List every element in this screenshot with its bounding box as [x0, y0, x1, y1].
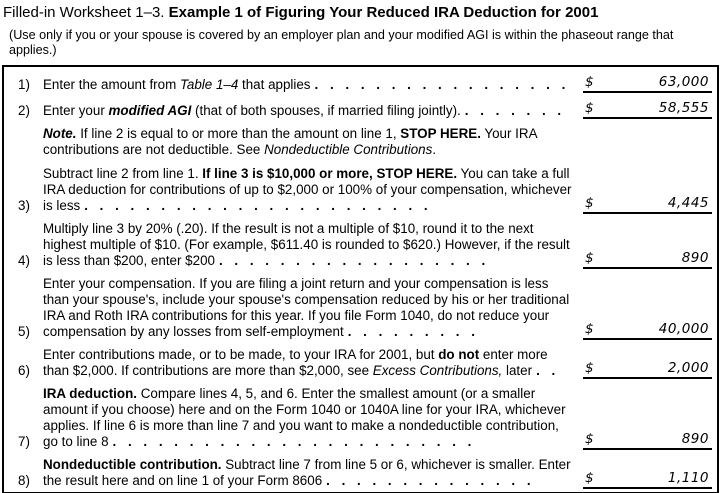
line-text [43, 457, 583, 489]
dot-leader: . . . . . . . . . . . . . . . . . . . . . . . . [112, 434, 474, 449]
amount-value: 4,445 [667, 195, 709, 211]
dollar-sign: $ [585, 74, 595, 90]
dollar-sign: $ [585, 321, 595, 337]
note-text [43, 126, 598, 158]
worksheet-note [4, 126, 713, 158]
worksheet-line-1 [4, 74, 713, 93]
line-number: 8) [18, 473, 30, 488]
line-number: 7) [18, 434, 30, 449]
text-segment: Table 1–4 [179, 77, 239, 92]
line-number: 2) [18, 103, 30, 118]
amount-value: 890 [681, 250, 709, 266]
amount-value: 2,000 [667, 360, 709, 376]
dot-leader: . . . . . . . . . . . . . . . . . . [218, 253, 488, 268]
dollar-sign: $ [585, 195, 595, 211]
line-text [43, 386, 583, 450]
line-number: 6) [18, 363, 30, 378]
dollar-sign: $ [585, 250, 595, 266]
amount-field-line-4 [583, 250, 712, 269]
dollar-sign: $ [585, 470, 595, 486]
amount-field-line-7 [583, 431, 712, 450]
line-number: 5) [18, 324, 30, 339]
text-segment: Your IRA contributions are not deductible. See [43, 126, 537, 157]
text-segment: STOP HERE. [400, 126, 481, 141]
amount-value: 63,000 [658, 74, 709, 90]
dollar-sign: $ [585, 431, 595, 447]
text-segment: Enter the amount from [43, 77, 180, 92]
text-segment: Subtract line 7 from line 5 or 6, whichever is smaller. Enter the result here and on line 1 of your Form 8606 [43, 457, 571, 488]
text-segment: Enter your [43, 103, 109, 118]
worksheet-title-prefix: Filled-in Worksheet 1–3. [3, 4, 169, 21]
amount-field-line-2 [583, 100, 712, 119]
line-text [43, 347, 583, 379]
text-segment: If line 3 is $10,000 or more, STOP HERE. [202, 166, 458, 181]
dot-leader: . . . . . . . [464, 103, 564, 118]
text-segment: Note. [43, 126, 77, 141]
dot-leader: . . . . . . . . . . . . . . [326, 473, 533, 488]
text-segment: Enter contributions made, or to be made, to your IRA for 2001, but [43, 347, 439, 362]
text-segment: If line 2 is equal to or more than the amount on line 1, [76, 126, 401, 141]
line-text [43, 221, 583, 269]
worksheet-line-3 [4, 166, 713, 214]
text-segment: IRA deduction. [43, 386, 137, 401]
amount-field-line-3 [583, 195, 712, 214]
dollar-sign: $ [585, 360, 595, 376]
amount-field-line-6 [583, 360, 712, 379]
text-segment: You can take a full IRA deduction for contributions of up to $2,000 or 100% of your compensation, whichever is less [43, 166, 572, 213]
dot-leader: . . . . . . . . . . . . . . . . . [314, 77, 568, 92]
line-number: 1) [18, 77, 30, 92]
line-text [43, 77, 583, 93]
amount-value: 40,000 [658, 321, 709, 337]
amount-field-line-1 [583, 74, 712, 93]
text-segment: Enter your compensation. If you are filing a joint return and your compensation is less than your spouse's, include your spouse's compensation reduced by his or her traditional IRA and Roth IRA contributions for this year. If you file Form 1040, do not reduce your compensation by any losses from self-employment [43, 276, 570, 339]
amount-field-line-5 [583, 321, 712, 340]
text-segment: Multiply line 3 by 20% (.20). If the result is not a multiple of $10, round it to the next highest multiple of $10. (For example, $611.40 is rounded to $620.) However, if the result is less than $200, enter $200 [43, 221, 570, 268]
line-text [43, 103, 583, 119]
amount-value: 1,110 [667, 470, 709, 486]
dot-leader: . . . . . . . . . . . . . . . . . . . . . . . [84, 198, 430, 213]
worksheet-line-8 [4, 457, 713, 489]
text-segment: later [502, 363, 533, 378]
worksheet-line-6 [4, 347, 713, 379]
amount-value: 890 [681, 431, 709, 447]
worksheet-box [2, 65, 719, 493]
text-segment: Compare lines 4, 5, and 6. Enter the smallest amount (or a smaller amount if you choose) here and on the Form 1040 or 1040A line for your IRA, whichever applies. If line 6 is more than line 7 and you want to make a nondeductible contribution, go to line 8 [43, 386, 566, 449]
worksheet-line-5 [4, 276, 713, 340]
text-segment: Subtract line 2 from line 1. [43, 166, 203, 181]
worksheet-line-4 [4, 221, 713, 269]
line-number: 4) [18, 253, 30, 268]
line-text [43, 166, 583, 214]
worksheet-line-7 [4, 386, 713, 450]
text-segment: enter more than $2,000. If contributions are more than $2,000, see [43, 347, 548, 378]
text-segment: modified AGI [108, 103, 192, 118]
text-segment: Excess Contributions, [372, 363, 503, 378]
worksheet-title-main: Example 1 of Figuring Your Reduced IRA Deduction for 2001 [168, 4, 599, 21]
text-segment: . [432, 142, 437, 157]
text-segment: Nondeductible Contributions [264, 142, 433, 157]
text-segment: that applies [238, 77, 311, 92]
amount-value: 58,555 [658, 100, 709, 116]
dollar-sign: $ [585, 100, 595, 116]
worksheet-subtitle: (Use only if you or your spouse is covered by an employer plan and your modified AGI is within the phaseout range that applies.) [9, 28, 674, 57]
text-segment: Nondeductible contribution. [43, 457, 222, 472]
amount-field-line-8 [583, 470, 712, 489]
dot-leader: . . . . . . . . . [347, 324, 477, 339]
text-segment: (that of both spouses, if married filing jointly). [191, 103, 461, 118]
worksheet-title [2, 2, 721, 22]
worksheet-line-2 [4, 100, 713, 119]
line-number: 3) [18, 198, 30, 213]
dot-leader: . . [536, 363, 558, 378]
line-text [43, 276, 583, 340]
text-segment: do not [438, 347, 480, 362]
